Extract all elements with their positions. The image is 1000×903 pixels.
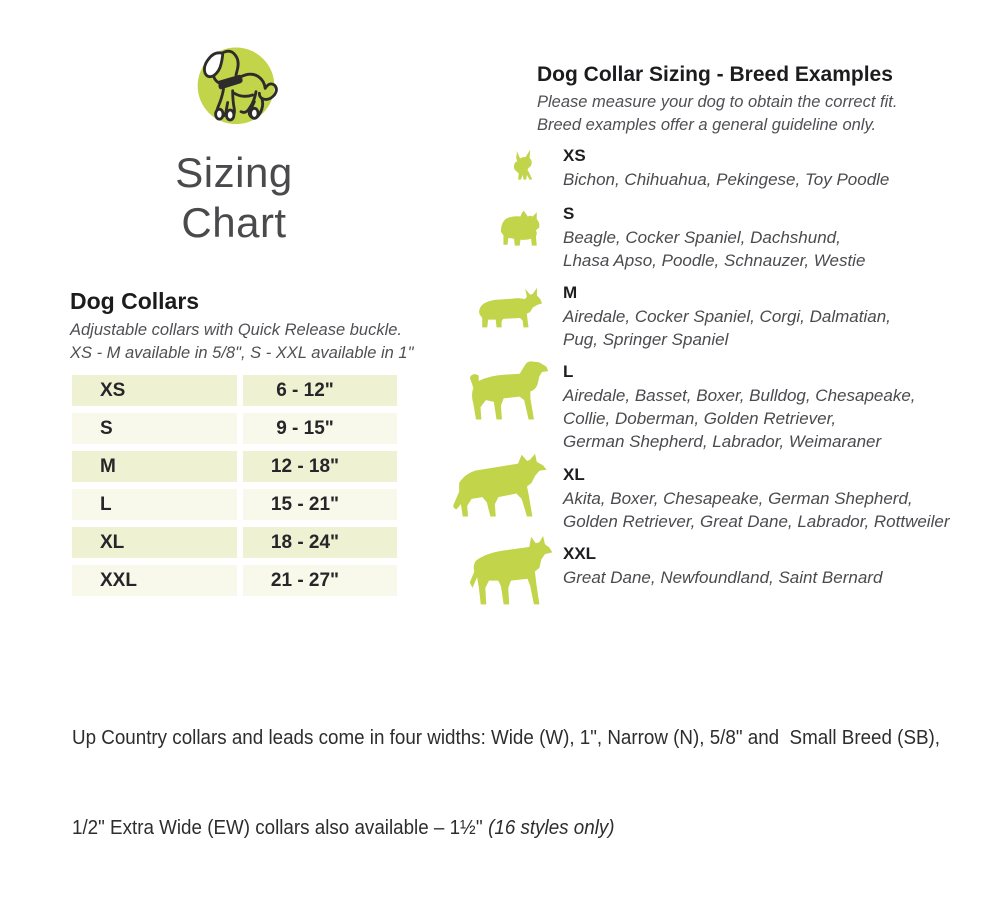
footnote [72, 663, 974, 903]
breed-list-line: Airedale, Cocker Spaniel, Corgi, Dalmatian, [563, 307, 891, 326]
retriever-silhouette-icon [468, 358, 550, 423]
breed-example-text [563, 146, 960, 191]
size-label: XXL [72, 565, 237, 596]
breed-list [563, 384, 960, 453]
breed-list-line: German Shepherd, Labrador, Weimaraner [563, 432, 882, 451]
size-range-value: 6 - 12" [243, 375, 397, 406]
breed-list [563, 168, 960, 191]
breed-list-line: Airedale, Basset, Boxer, Bulldog, Chesapeake, [563, 386, 916, 405]
brand-title [134, 148, 334, 248]
size-table-row [72, 527, 397, 558]
breed-list-line: Pug, Springer Spaniel [563, 330, 729, 349]
breed-example-item [440, 283, 960, 351]
breed-example-item [440, 465, 960, 533]
size-range-value: 21 - 27" [243, 565, 397, 596]
dog-collars-subtitle-line2: XS - M available in 5/8", S - XXL available in 1" [70, 344, 414, 362]
breed-size-label: S [563, 204, 575, 223]
breed-examples-heading: Dog Collar Sizing - Breed Examples [537, 63, 893, 86]
breed-example-text [563, 283, 960, 351]
size-table-row [72, 413, 397, 444]
dog-collars-subtitle-line1: Adjustable collars with Quick Release buckle. [70, 321, 402, 339]
dog-logo-icon [186, 36, 286, 144]
breed-list-line: Akita, Boxer, Chesapeake, German Shepherd, [563, 489, 913, 508]
breed-list [563, 305, 960, 351]
dog-collars-heading: Dog Collars [70, 288, 200, 314]
breed-list [563, 487, 960, 533]
breed-list [563, 566, 960, 589]
breed-list-line: Beagle, Cocker Spaniel, Dachshund, [563, 228, 841, 247]
brand-title-line1: Sizing [175, 149, 293, 196]
breed-example-text [563, 362, 960, 453]
westie-silhouette-icon [501, 208, 540, 249]
breed-list-line: Collie, Doberman, Golden Retriever, [563, 409, 837, 428]
size-range-value: 9 - 15" [243, 413, 397, 444]
breed-list [563, 226, 960, 272]
breed-size-label: XL [563, 465, 585, 484]
footnote-line2-text: 1/2" Extra Wide (EW) collars also available – 1½'' [72, 817, 489, 839]
breed-example-text [563, 465, 960, 533]
size-table-row [72, 451, 397, 482]
size-range-value: 12 - 18" [243, 451, 397, 482]
corgi-silhouette-icon [478, 287, 542, 330]
breed-size-label: M [563, 283, 578, 302]
breed-list-line: Lhasa Apso, Poodle, Schnauzer, Westie [563, 251, 866, 270]
breed-example-item [440, 362, 960, 453]
footnote-line2-note: (16 styles only) [488, 817, 615, 839]
shepherd-silhouette-icon [452, 453, 552, 520]
size-table-row [72, 489, 397, 520]
breed-size-label: L [563, 362, 574, 381]
size-range-value: 18 - 24" [243, 527, 397, 558]
breed-size-label: XS [563, 146, 586, 165]
footnote-line2 [72, 813, 974, 843]
breed-examples-subtitle [537, 91, 897, 137]
chihuahua-silhouette-icon [510, 149, 537, 183]
footnote-line1: Up Country collars and leads come in four widths: Wide (W), 1", Narrow (N), 5/8" and Small Breed (SB), [72, 727, 941, 749]
breed-example-text [563, 544, 960, 589]
size-label: XL [72, 527, 237, 558]
size-label: XS [72, 375, 237, 406]
breed-examples-subtitle-line1: Please measure your dog to obtain the correct fit. [537, 93, 898, 111]
breed-example-text [563, 204, 960, 272]
breed-example-item [440, 204, 960, 272]
breed-size-label: XXL [563, 544, 597, 563]
breed-example-item [440, 544, 960, 589]
size-table-row [72, 375, 397, 406]
size-label: S [72, 413, 237, 444]
great-dane-silhouette-icon [467, 535, 555, 608]
size-label: L [72, 489, 237, 520]
dog-collars-subtitle [70, 319, 413, 365]
collar-size-table [72, 375, 397, 603]
brand-title-line2: Chart [181, 199, 287, 246]
breed-list-line: Golden Retriever, Great Dane, Labrador, Rottweiler [563, 512, 950, 531]
size-label: M [72, 451, 237, 482]
size-range-value: 15 - 21" [243, 489, 397, 520]
size-table-row [72, 565, 397, 596]
breed-list-line: Great Dane, Newfoundland, Saint Bernard [563, 568, 883, 587]
breed-list-line: Bichon, Chihuahua, Pekingese, Toy Poodle [563, 170, 890, 189]
breed-example-item [440, 146, 960, 191]
breed-examples-subtitle-line2: Breed examples offer a general guideline only. [537, 116, 877, 134]
